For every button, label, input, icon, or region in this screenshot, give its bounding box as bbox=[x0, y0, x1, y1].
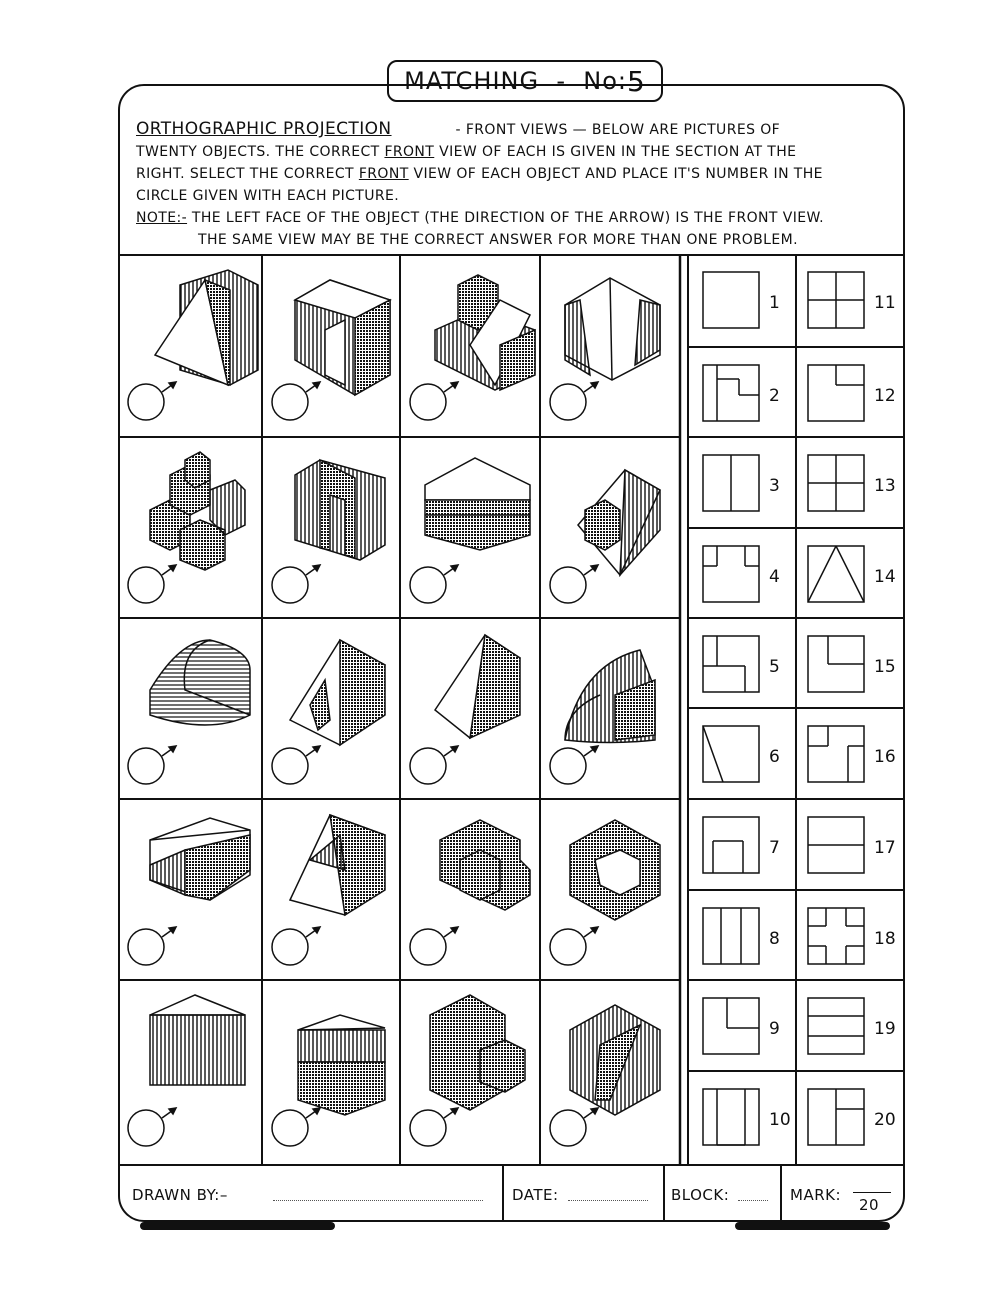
date-label: DATE: bbox=[512, 1186, 559, 1204]
block-label: BLOCK: bbox=[671, 1186, 730, 1204]
answer-circle-19[interactable] bbox=[410, 1110, 446, 1146]
answer-circle-3[interactable] bbox=[410, 384, 446, 420]
drawn-by-field[interactable] bbox=[273, 1188, 483, 1201]
instructions-heading: ORTHOGRAPHIC PROJECTION bbox=[136, 119, 392, 139]
front-view-18 bbox=[808, 908, 864, 964]
answer-circle-10[interactable] bbox=[272, 748, 308, 784]
instructions-line-2b: VIEW OF EACH IS GIVEN IN THE SECTION AT THE bbox=[439, 144, 797, 160]
date-field[interactable] bbox=[568, 1188, 648, 1201]
mark-total: 20 bbox=[859, 1196, 880, 1214]
answer-number: 10 bbox=[769, 1110, 791, 1130]
instructions-line-2a: TWENTY OBJECTS. THE CORRECT bbox=[136, 144, 380, 160]
scan-smudge-right bbox=[735, 1222, 890, 1230]
answer-number: 7 bbox=[769, 838, 780, 858]
answer-circle-7[interactable] bbox=[410, 567, 446, 603]
front-view-14 bbox=[808, 546, 864, 602]
answer-number: 3 bbox=[769, 476, 780, 496]
answer-circle-13[interactable] bbox=[128, 929, 164, 965]
answer-circle-11[interactable] bbox=[410, 748, 446, 784]
answer-number: 5 bbox=[769, 657, 780, 677]
front-emphasis-2: FRONT bbox=[358, 166, 409, 182]
front-view-11 bbox=[808, 272, 864, 328]
note-label: NOTE:- bbox=[136, 210, 188, 226]
answer-number: 19 bbox=[874, 1019, 896, 1039]
answer-number: 14 bbox=[874, 567, 896, 587]
scan-smudge-left bbox=[140, 1222, 335, 1230]
answer-number: 9 bbox=[769, 1019, 780, 1039]
front-view-5 bbox=[703, 636, 759, 692]
front-view-7 bbox=[703, 817, 759, 873]
answer-circle-16[interactable] bbox=[550, 929, 586, 965]
front-view-9 bbox=[703, 998, 759, 1054]
front-view-15 bbox=[808, 636, 864, 692]
answer-number: 6 bbox=[769, 747, 780, 767]
answer-circle-18[interactable] bbox=[272, 1110, 308, 1146]
answer-number: 20 bbox=[874, 1110, 896, 1130]
drawn-by-label: DRAWN BY:– bbox=[132, 1186, 228, 1204]
answer-circle-5[interactable] bbox=[128, 567, 164, 603]
answer-number: 8 bbox=[769, 929, 780, 949]
answer-number: 11 bbox=[874, 293, 896, 313]
instructions-line-1: - FRONT VIEWS — BELOW ARE PICTURES OF bbox=[455, 122, 781, 138]
answer-circle-15[interactable] bbox=[410, 929, 446, 965]
instructions-line-3b: VIEW OF EACH OBJECT AND PLACE IT'S NUMBER IN THE bbox=[413, 166, 823, 182]
front-view-17 bbox=[808, 817, 864, 873]
block-field[interactable] bbox=[738, 1188, 768, 1201]
answer-number: 12 bbox=[874, 386, 896, 406]
front-view-20 bbox=[808, 1089, 864, 1145]
answer-number: 16 bbox=[874, 747, 896, 767]
note-line-2: THE SAME VIEW MAY BE THE CORRECT ANSWER FOR MORE THAN ONE PROBLEM. bbox=[198, 232, 798, 248]
answer-circle-1[interactable] bbox=[128, 384, 164, 420]
answer-number: 15 bbox=[874, 657, 896, 677]
answer-circle-9[interactable] bbox=[128, 748, 164, 784]
front-view-8 bbox=[703, 908, 759, 964]
answer-number: 18 bbox=[874, 929, 896, 949]
title-no-label: No: bbox=[583, 67, 628, 95]
footer bbox=[118, 1164, 905, 1222]
title-label: MATCHING bbox=[404, 67, 540, 95]
instructions-line-4: CIRCLE GIVEN WITH EACH PICTURE. bbox=[136, 188, 400, 204]
answer-circle-8[interactable] bbox=[550, 567, 586, 603]
answer-circle-17[interactable] bbox=[128, 1110, 164, 1146]
answer-circle-2[interactable] bbox=[272, 384, 308, 420]
front-view-2 bbox=[703, 365, 759, 421]
answer-number: 4 bbox=[769, 567, 780, 587]
answer-circle-4[interactable] bbox=[550, 384, 586, 420]
footer-divider-3 bbox=[780, 1166, 782, 1222]
answer-circle-12[interactable] bbox=[550, 748, 586, 784]
mark-label: MARK: bbox=[790, 1186, 842, 1204]
front-view-3 bbox=[703, 455, 759, 511]
answer-circle-20[interactable] bbox=[550, 1110, 586, 1146]
front-view-12 bbox=[808, 365, 864, 421]
footer-divider-2 bbox=[663, 1166, 665, 1222]
title-dash: - bbox=[556, 67, 567, 95]
front-emphasis-1: FRONT bbox=[384, 144, 435, 160]
front-view-13 bbox=[808, 455, 864, 511]
front-view-1 bbox=[703, 272, 759, 328]
note-line-1: THE LEFT FACE OF THE OBJECT (THE DIRECTION OF THE ARROW) IS THE FRONT VIEW. bbox=[191, 210, 824, 226]
front-view-16 bbox=[808, 726, 864, 782]
instructions-line-3a: RIGHT. SELECT THE CORRECT bbox=[136, 166, 354, 182]
answer-number: 13 bbox=[874, 476, 896, 496]
front-view-4 bbox=[703, 546, 759, 602]
front-view-19 bbox=[808, 998, 864, 1054]
footer-divider-1 bbox=[502, 1166, 504, 1222]
title-number: 5 bbox=[627, 64, 646, 98]
answer-circle-6[interactable] bbox=[272, 567, 308, 603]
front-view-6 bbox=[703, 726, 759, 782]
answer-number: 17 bbox=[874, 838, 896, 858]
mark-field[interactable] bbox=[853, 1184, 891, 1193]
answer-circle-14[interactable] bbox=[272, 929, 308, 965]
answer-number: 1 bbox=[769, 293, 780, 313]
front-view-10 bbox=[703, 1089, 759, 1145]
answer-number: 2 bbox=[769, 386, 780, 406]
